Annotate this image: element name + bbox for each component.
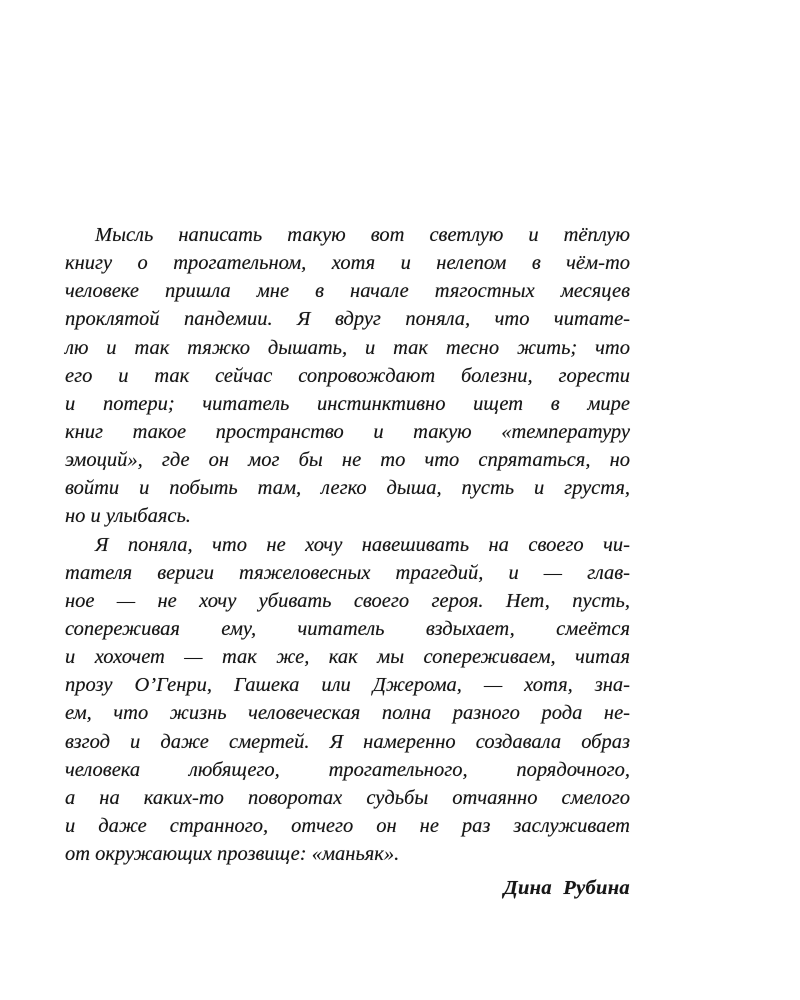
foreword-text-block — [65, 221, 630, 902]
text-line: от окружающих прозвище: «маньяк». — [65, 843, 400, 866]
text-line: Я поняла, что не хочу навешивать на своего чи- — [95, 533, 630, 556]
text-line: книг такое пространство и такую «температуру — [65, 420, 630, 443]
text-line: и даже странного, отчего он не раз заслуживает — [65, 814, 630, 837]
text-line: эмоций», где он мог бы не то что спрятаться, но — [65, 449, 630, 472]
text-line: человека любящего, трогательного, порядочного, — [65, 758, 630, 781]
text-line: войти и побыть там, легко дыша, пусть и грустя, — [65, 477, 630, 500]
paragraph — [65, 531, 630, 869]
paragraph — [65, 221, 630, 531]
text-line: Мысль написать такую вот светлую и тёплую — [95, 224, 630, 246]
text-line: тателя вериги тяжеловесных трагедий, и — глав- — [65, 561, 630, 584]
text-line: человеке пришла мне в начале тягостных месяцев — [65, 280, 630, 303]
text-line: его и так сейчас сопровождают болезни, горести — [65, 364, 630, 387]
text-line: сопереживая ему, читатель вздыхает, смеётся — [65, 617, 630, 640]
text-line: но и улыбаясь. — [65, 505, 191, 528]
text-line: книгу о трогательном, хотя и нелепом в чём-то — [65, 252, 630, 275]
text-line: и хохочет — так же, как мы сопереживаем, читая — [65, 646, 630, 669]
text-line: ем, что жизнь человеческая полна разного рода не- — [65, 702, 630, 725]
text-line: взгод и даже смертей. Я намеренно создавала образ — [65, 730, 630, 753]
text-line: ное — не хочу убивать своего героя. Нет, пусть, — [65, 589, 630, 612]
author-signature: Дина Рубина — [503, 877, 630, 900]
text-line: прозу О’Генри, Гашека или Джерома, — хотя, зна- — [65, 674, 630, 697]
text-line: и потери; читатель инстинктивно ищет в мире — [65, 392, 630, 415]
text-line: проклятой пандемии. Я вдруг поняла, что читате- — [65, 308, 630, 331]
text-line: а на каких-то поворотах судьбы отчаянно смелого — [65, 786, 630, 809]
text-line: лю и так тяжко дышать, и так тесно жить; что — [65, 336, 630, 359]
